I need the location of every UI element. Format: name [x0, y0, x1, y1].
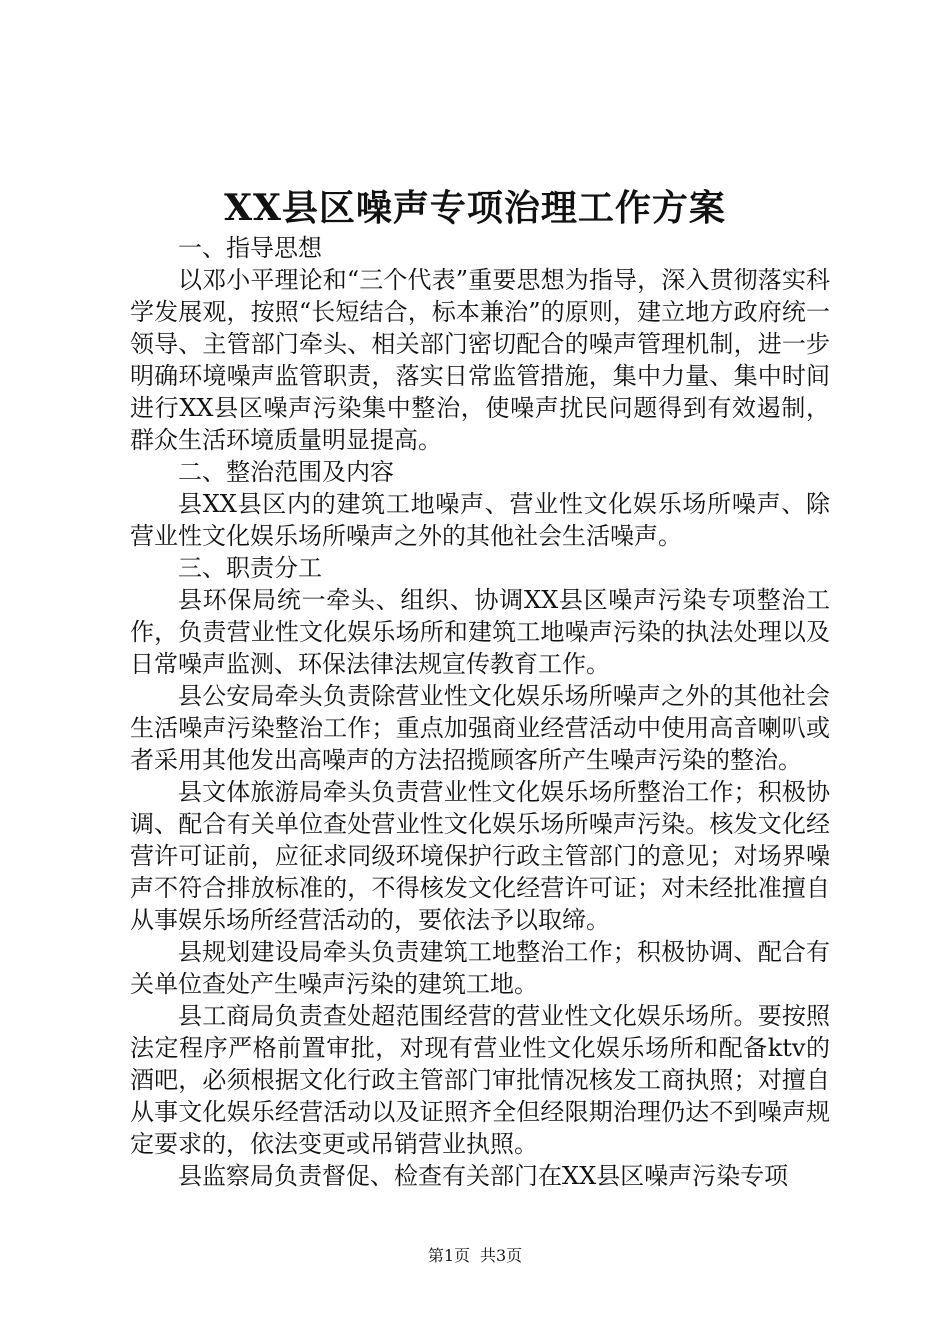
paragraph-public-security-bureau: 县公安局牵头负责除营业性文化娱乐场所噪声之外的其他社会生活噪声污染整治工作；重点加强商业经营活动中使用高音喇叭或者采用其他发出高噪声的方法招揽顾客所产生噪声污染的整治。	[130, 682, 830, 774]
paragraph-environmental-bureau: 县环保局统一牵头、组织、协调XX县区噪声污染专项整治工作，负责营业性文化娱乐场所和建筑工地噪声污染的执法处理以及日常噪声监测、环保法律法规宣传教育工作。	[130, 586, 830, 678]
paragraph-planning-construction-bureau: 县规划建设局牵头负责建筑工地整治工作；积极协调、配合有关单位查处产生噪声污染的建筑工地。	[130, 938, 830, 998]
paragraph-culture-tourism-bureau: 县文体旅游局牵头负责营业性文化娱乐场所整治工作；积极协调、配合有关单位查处营业性文化娱乐场所噪声污染。核发文化经营许可证前，应征求同级环境保护行政主管部门的意见；对场界噪声不符合排放标准的，不得核发文化经营许可证；对未经批准擅自从事娱乐场所经营活动的，要依法予以取缔。	[130, 778, 830, 934]
page-footer	[0, 1244, 950, 1268]
section-heading-responsibilities: 三、职责分工	[178, 554, 322, 582]
page-number: 第1页	[427, 1246, 470, 1265]
document-title: XX县区噪声专项治理工作方案	[224, 187, 726, 229]
section-heading-scope: 二、整治范围及内容	[178, 458, 394, 486]
page-total: 共3页	[480, 1246, 523, 1265]
paragraph-scope: 县XX县区内的建筑工地噪声、营业性文化娱乐场所噪声、除营业性文化娱乐场所噪声之外的其他社会生活噪声。	[130, 490, 830, 550]
paragraph-supervision-bureau: 县监察局负责督促、检查有关部门在XX县区噪声污染专项	[178, 1162, 789, 1190]
paragraph-guiding-ideology: 以邓小平理论和“三个代表”重要思想为指导，深入贯彻落实科学发展观，按照“长短结合，标本兼治”的原则，建立地方政府统一领导、主管部门牵头、相关部门密切配合的噪声管理机制，进一步明确环境噪声监管职责，落实日常监管措施，集中力量、集中时间进行XX县区噪声污染集中整治，使噪声扰民问题得到有效遏制，群众生活环境质量明显提高。	[130, 266, 830, 454]
paragraph-industry-commerce-bureau: 县工商局负责查处超范围经营的营业性文化娱乐场所。要按照法定程序严格前置审批，对现有营业性文化娱乐场所和配备ktv的酒吧，必须根据文化行政主管部门审批情况核发工商执照；对擅自从事文化娱乐经营活动以及证照齐全但经限期治理仍达不到噪声规定要求的，依法变更或吊销营业执照。	[130, 1002, 830, 1158]
document-body	[130, 232, 830, 1192]
section-heading-guiding-ideology: 一、指导思想	[178, 234, 322, 262]
